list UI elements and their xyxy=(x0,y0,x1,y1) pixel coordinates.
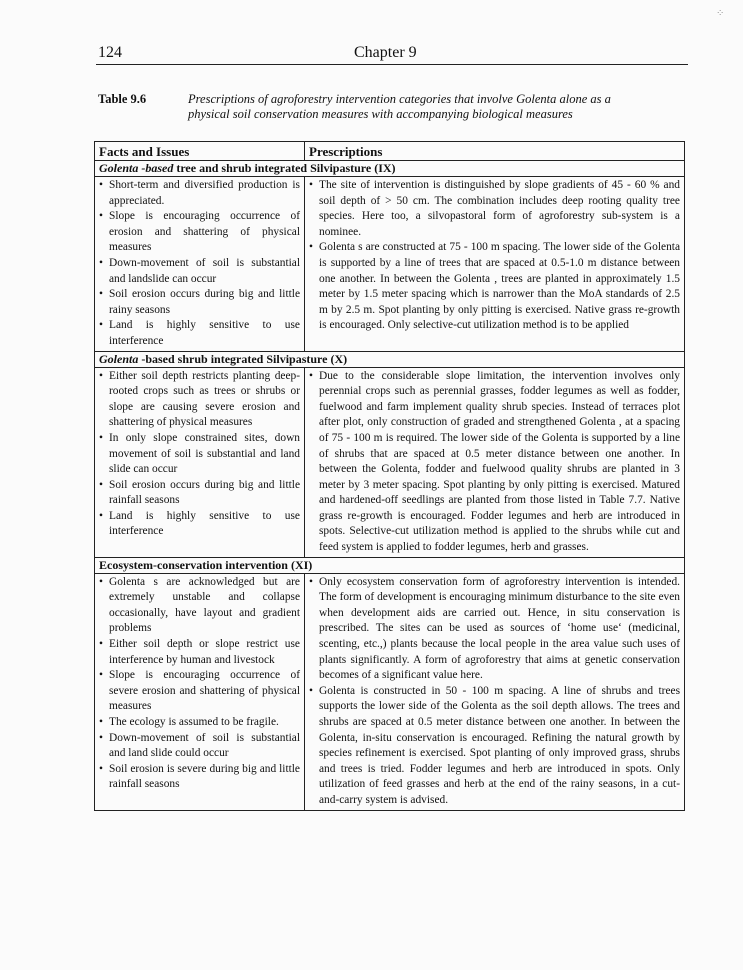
section-title-italic: Golenta -based xyxy=(99,161,174,175)
fact-item: • Soil erosion occurs during big and little rainfall seasons xyxy=(99,478,300,509)
fact-item: • Golenta s are acknowledged but are extremely unstable and collapse occasionally, have layout and gradient problems xyxy=(99,575,300,637)
header-rule xyxy=(96,64,688,65)
fact-item: • Slope is encouraging occurrence of severe erosion and shattering of physical measures xyxy=(99,668,300,715)
fact-item: • Land is highly sensitive to use interference xyxy=(99,318,300,349)
prescriptions-list xyxy=(309,575,680,809)
prescription-item: • Golenta is constructed in 50 - 100 m spacing. A line of shrubs and trees supports the lower side of the Golenta as the soil depth allows. The trees and shrubs are spaced at 0.5 meter distance between one another. In between the Golenta, in-situ conservation is encouraged. Refining the natural growth by species refinement is exercised. Spot planting of only improved grass, shrubs and trees is tried. Fodder legumes and herb are introduced in spots. Only utilization of feed grasses and herb at the end of the rainy seasons, in a cut-and-carry system is advised. xyxy=(309,684,680,809)
fact-item: • Land is highly sensitive to use interference xyxy=(99,509,300,540)
prescriptions-cell xyxy=(305,177,685,352)
fact-item: • Soil erosion is severe during big and little rainfall seasons xyxy=(99,762,300,793)
fact-item: • Either soil depth or slope restrict use interference by human and livestock xyxy=(99,637,300,668)
scan-mark: ⁘ xyxy=(716,8,725,19)
facts-cell xyxy=(95,367,305,557)
prescriptions-list xyxy=(309,178,680,334)
fact-item: • Either soil depth restricts planting deep-rooted crops such as trees or shrubs or slope are causing severe erosion and shattering of physical measures xyxy=(99,369,300,431)
page-number: 124 xyxy=(98,44,122,61)
section-title-italic: Golenta xyxy=(99,351,139,366)
section-title-text: tree and shrub integrated Silvipasture (IX) xyxy=(173,161,396,175)
section-title-row xyxy=(95,161,685,177)
prescription-item: • The site of intervention is distinguished by slope gradients of 45 - 60 % and soil depth of > 50 cm. The combination includes deep rooting quality tree species. Here too, a silvopastoral form of agroforestry sub-system is a nominee. xyxy=(309,178,680,240)
facts-list xyxy=(99,575,300,793)
section-title-text: Ecosystem-conservation intervention (XI) xyxy=(99,557,313,572)
facts-cell xyxy=(95,177,305,352)
section-title-row xyxy=(95,351,685,367)
section-title-text: -based shrub integrated Silvipasture (X) xyxy=(138,351,348,366)
prescription-item: • Only ecosystem conservation form of agroforestry intervention is intended. The form of development is encouraging minimum disturbance to the site even when development aids are carried out. Hence, in situ conservation is prescribed. The sites can be used as sources of ‘home use‘ (medicinal, scenting, etc.,) plants because the local people in the area value such uses of plants significantly. A form of agroforestry that aims at genetic conservation becomes of a significant value here. xyxy=(309,575,680,684)
table-caption-text: Prescriptions of agroforestry intervention categories that involve Golenta alone as a physical soil conservation measures with accompanying biological measures xyxy=(188,92,611,121)
facts-list xyxy=(99,178,300,350)
section-content-row xyxy=(95,573,685,810)
prescriptions-list xyxy=(309,369,680,556)
section-content-row xyxy=(95,367,685,557)
fact-item: • Short-term and diversified production is appreciated. xyxy=(99,178,300,209)
section-title-row xyxy=(95,557,685,573)
section-title xyxy=(95,161,685,177)
section-content-row xyxy=(95,177,685,352)
table-header-row xyxy=(95,142,685,161)
chapter-title: Chapter 9 xyxy=(354,44,417,61)
prescriptions-cell xyxy=(305,367,685,557)
header-facts: Facts and Issues xyxy=(95,142,305,161)
section-title xyxy=(95,351,685,367)
prescriptions-table xyxy=(94,141,685,811)
prescription-item: • Due to the considerable slope limitation, the intervention involves only perennial crops such as perennial grasses, fodder legumes as well as fodder, fuelwood and farm implement quality shrub species. Instead of terraces plot after plot, only construction of graded and strengthened Golenta , at a spacing of 75 - 100 m is required. The lower side of the Golenta is supported by a line of shrubs that are spaced at 0.5 meter distance between one another. In between the Golenta, fodder and fuelwood quality shrubs are planted in 3 meter by 3 meter spacing. Spot planting by only pitting is exercised. Matured and hardened-off seedlings are planted from those listed in Table 7.7. Native grass re-growth is encouraged. Fodder legumes and herb are introduced in spots. Selective-cut utilization method is applied to the shrubs while cut and feed system is applied to fodder legumes, herb and grasses. xyxy=(309,369,680,556)
facts-cell xyxy=(95,573,305,810)
table-body xyxy=(95,161,685,811)
fact-item: • Slope is encouraging occurrence of erosion and shattering of physical measures xyxy=(99,209,300,256)
fact-item: • Soil erosion occurs during big and little rainy seasons xyxy=(99,287,300,318)
table-label: Table 9.6 xyxy=(98,92,147,106)
facts-list xyxy=(99,369,300,541)
fact-item: • Down-movement of soil is substantial and landslide can occur xyxy=(99,256,300,287)
fact-item: • In only slope constrained sites, down movement of soil is substantial and land slide can occur xyxy=(99,431,300,478)
fact-item: • Down-movement of soil is substantial and land slide could occur xyxy=(99,731,300,762)
prescriptions-cell xyxy=(305,573,685,810)
fact-item: • The ecology is assumed to be fragile. xyxy=(99,715,300,731)
section-title xyxy=(95,557,685,573)
header-prescriptions: Prescriptions xyxy=(305,142,685,161)
prescription-item: • Golenta s are constructed at 75 - 100 m spacing. The lower side of the Golenta is supported by a line of trees that are spaced at 0.5-1.0 m distance between one another. In between the Golenta , trees are planted in approximately 1.5 meter by 1.5 meter spacing which is narrower than the MoA standards of 2.5 m by 2.5 m. Spot planting by only pitting is exercised. Native grass re-growth is encouraged. Only selective-cut utilization method is to be applied xyxy=(309,240,680,334)
